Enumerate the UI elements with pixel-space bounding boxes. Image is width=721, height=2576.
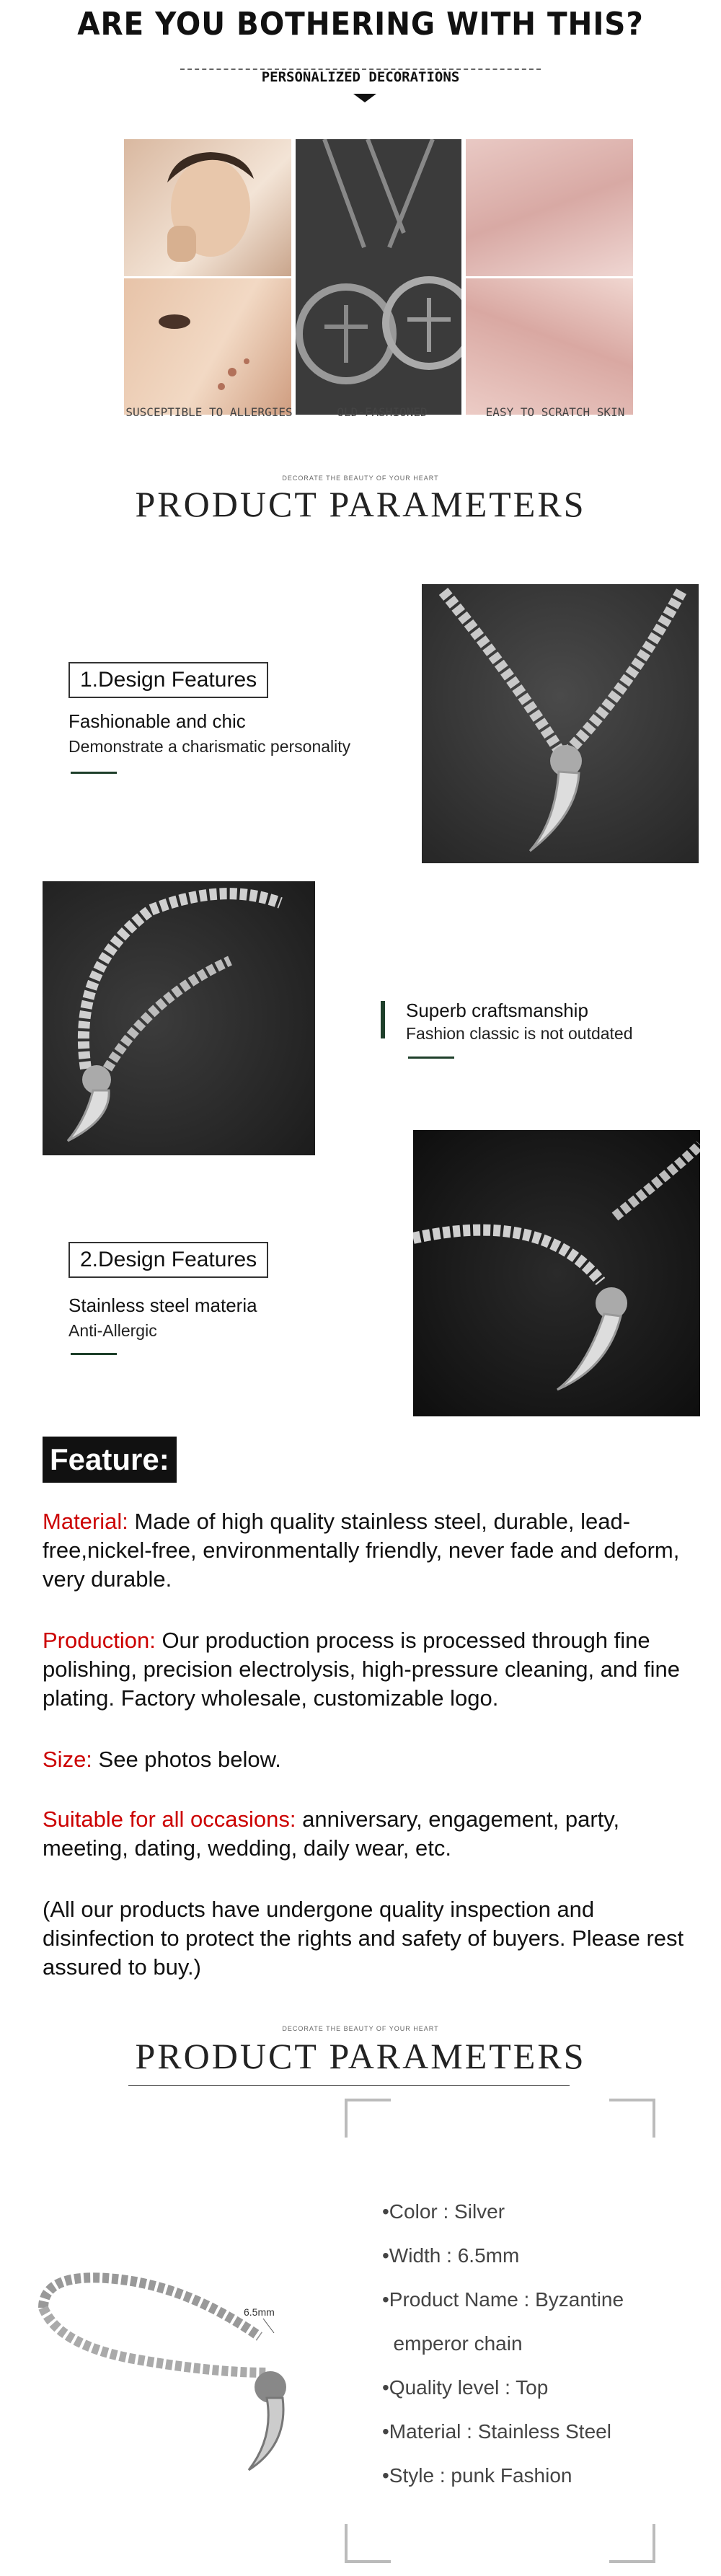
production-text: Our production process is processed through fine polishing, precision electrolysis, high-pressure cleaning, and fine plating. Factory wholesale, customizable logo. xyxy=(43,1628,680,1711)
spec-style: •Style : punk Fashion xyxy=(382,2464,572,2487)
width-annotation: 6.5mm xyxy=(244,2306,275,2318)
params-tagline: DECORATE THE BEAUTY OF YOUR HEART xyxy=(282,475,439,482)
design1-line2: Demonstrate a charismatic personality xyxy=(68,737,351,756)
allergy-woman-photo xyxy=(124,139,291,276)
design2-line2: Anti-Allergic xyxy=(68,1321,157,1340)
chain-pendant-icon xyxy=(413,1130,700,1416)
spec-product-name: •Product Name : Byzantine xyxy=(382,2288,624,2311)
size-label: Size: xyxy=(43,1747,92,1772)
accent-bar xyxy=(408,1057,454,1059)
design-features-box-2: 2.Design Features xyxy=(68,1242,268,1278)
params2-tagline: DECORATE THE BEAUTY OF YOUR HEART xyxy=(282,2025,439,2032)
caption-allergies: SUSCEPTIBLE TO ALLERGIES xyxy=(125,405,293,419)
caption-old-fashioned: OLD-FASHIONED xyxy=(337,405,428,419)
accent-bar-vertical xyxy=(381,1001,385,1038)
frame-corner xyxy=(609,2524,655,2563)
chain-pendant-icon xyxy=(43,881,315,1155)
scratched-skin-photo-2 xyxy=(466,278,633,415)
skin-face-photo xyxy=(124,278,291,415)
spec-list xyxy=(382,2189,685,2497)
params-title: PRODUCT PARAMETERS xyxy=(135,484,586,524)
scratched-skin-photo-1 xyxy=(466,139,633,276)
size-paragraph xyxy=(43,1745,691,1774)
spec-product-name-cont: emperor chain xyxy=(382,2332,523,2355)
occasions-paragraph xyxy=(43,1805,691,1863)
chain-pendant-icon xyxy=(29,2250,317,2495)
down-arrow-icon xyxy=(353,94,376,102)
spec-color: •Color : Silver xyxy=(382,2200,505,2223)
feature-label: Feature: xyxy=(43,1437,177,1483)
quality-note: (All our products have undergone quality inspection and disinfection to protect the rights and safety of buyers. Please rest assured to buy.) xyxy=(43,1897,684,1980)
size-text: See photos below. xyxy=(92,1747,281,1772)
face-icon xyxy=(124,278,291,415)
pendant-icon xyxy=(296,139,461,415)
necklace-photo-3 xyxy=(413,1130,700,1416)
spec-quality: •Quality level : Top xyxy=(382,2376,549,2399)
production-paragraph xyxy=(43,1626,691,1713)
chain-pendant-icon xyxy=(422,584,699,863)
design1-line1: Fashionable and chic xyxy=(68,710,246,732)
page-headline: ARE YOU BOTHERING WITH THIS? xyxy=(77,6,644,43)
material-paragraph xyxy=(43,1507,691,1594)
material-label: Material: xyxy=(43,1509,128,1534)
design2-line1: Stainless steel materia xyxy=(68,1294,257,1316)
section-subtitle: PERSONALIZED DECORATIONS xyxy=(261,69,460,85)
spec-width: •Width : 6.5mm xyxy=(382,2244,520,2267)
production-label: Production: xyxy=(43,1628,156,1653)
frame-corner xyxy=(345,2099,391,2138)
accent-bar xyxy=(71,1353,117,1355)
chain-product-photo xyxy=(29,2250,317,2495)
params2-title: PRODUCT PARAMETERS xyxy=(135,2036,586,2076)
title-underline xyxy=(128,2085,570,2086)
craft-line2: Fashion classic is not outdated xyxy=(406,1024,633,1043)
frame-corner xyxy=(609,2099,655,2138)
necklace-photo-2 xyxy=(43,881,315,1155)
caption-scratch-skin: EASY TO SCRATCH SKIN xyxy=(485,405,625,419)
material-text: Made of high quality stainless steel, durable, lead-free,nickel-free, environmentally friendly, never fade and deform, very durable. xyxy=(43,1509,680,1592)
accent-bar xyxy=(71,772,117,774)
design-features-box-1: 1.Design Features xyxy=(68,662,268,698)
necklace-photo-1 xyxy=(422,584,699,863)
frame-corner xyxy=(345,2524,391,2563)
spec-material: •Material : Stainless Steel xyxy=(382,2420,611,2443)
headache-figure-icon xyxy=(124,139,291,276)
occasions-label: Suitable for all occasions: xyxy=(43,1807,296,1832)
craft-line1: Superb craftsmanship xyxy=(406,1000,588,1021)
old-pendant-photo xyxy=(296,139,461,415)
occasions-text: anniversary, engagement, party, meeting, dating, wedding, daily wear, etc. xyxy=(43,1807,620,1861)
